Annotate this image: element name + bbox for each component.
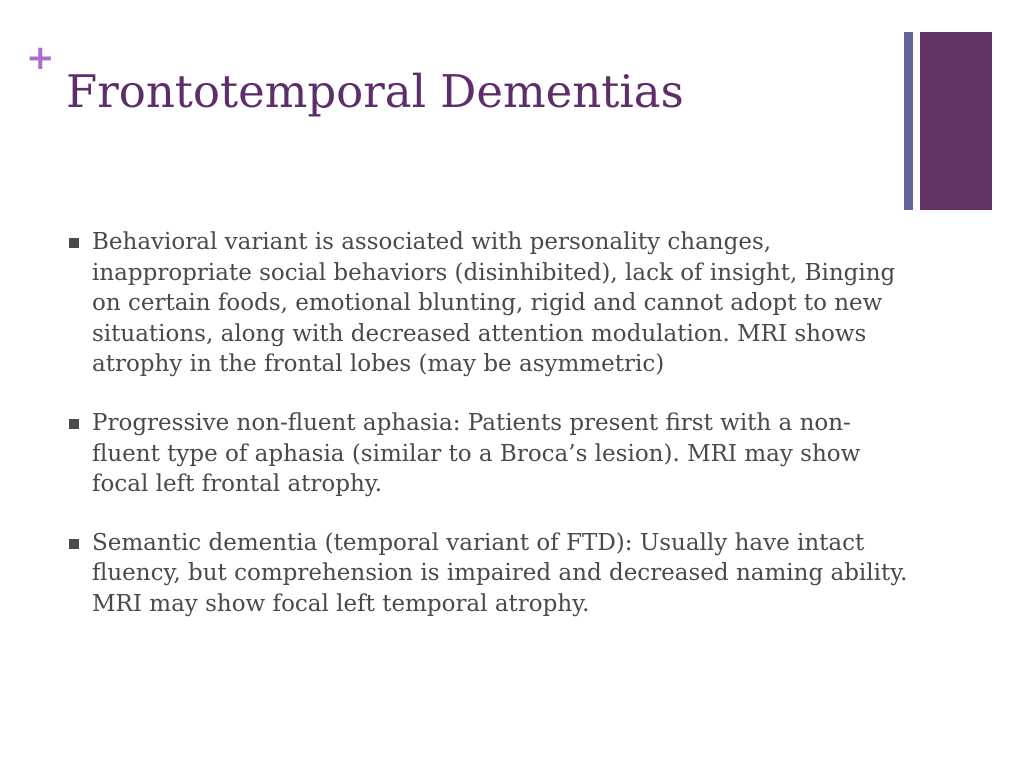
bullet-text: Semantic dementia (temporal variant of FTD): Usually have intact fluency, but comprehension is impaired and decreased naming ability. MRI may show focal left temporal atrophy. xyxy=(92,529,908,617)
bullet-text: Behavioral variant is associated with personality changes, inappropriate social behaviors (disinhibited), lack of insight, Binging on certain foods, emotional blunting, rigid and cannot adopt to new situations, along with decreased attention modulation. MRI shows atrophy in the frontal lobes (may be asymmetric) xyxy=(92,229,896,378)
accent-bar-thin xyxy=(904,32,913,210)
square-bullet-icon xyxy=(69,238,79,248)
plus-icon: + xyxy=(26,38,55,78)
bullet-text: Progressive non-fluent aphasia: Patients present first with a non-fluent type of aphasia (similar to a Broca’s lesion). MRI may show focal left frontal atrophy. xyxy=(92,409,861,498)
bullet-list xyxy=(68,227,908,620)
accent-bar-wide xyxy=(920,32,992,210)
bullet-item-behavioral-variant xyxy=(68,227,908,380)
square-bullet-icon xyxy=(69,419,79,429)
bullet-item-progressive-aphasia xyxy=(68,408,908,500)
square-bullet-icon xyxy=(69,539,79,549)
bullet-item-semantic-dementia xyxy=(68,528,908,620)
slide-title: Frontotemporal Dementias xyxy=(66,65,684,118)
